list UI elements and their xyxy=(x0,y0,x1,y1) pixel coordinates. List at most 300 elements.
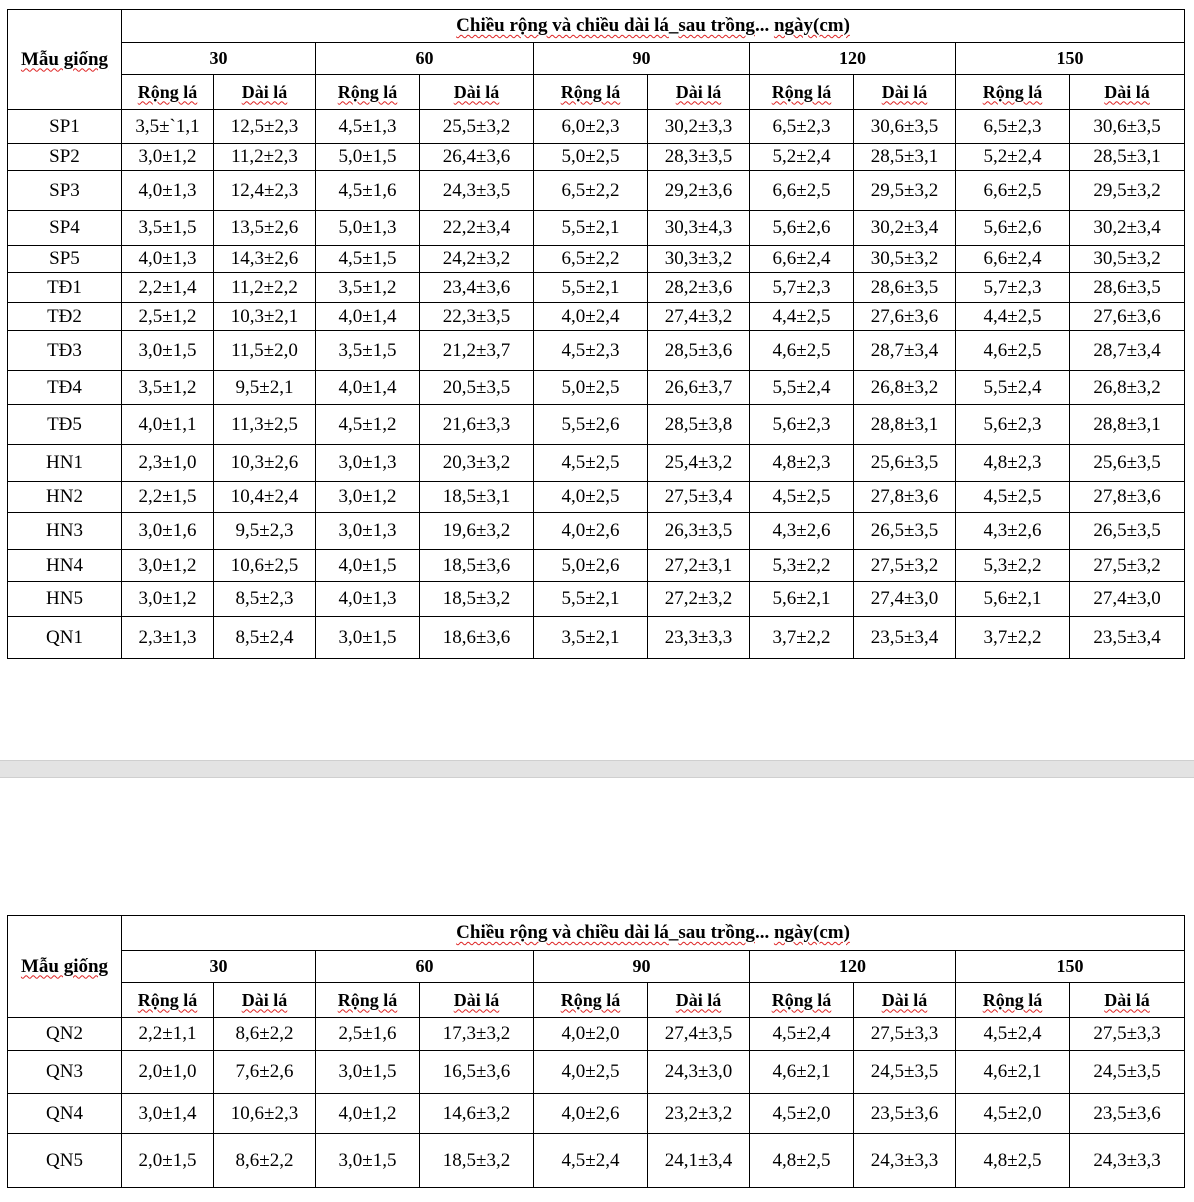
day-header-120: 120 xyxy=(750,43,956,75)
leaf-length-cell: 29,2±3,6 xyxy=(648,171,750,211)
sample-cell: TĐ2 xyxy=(8,303,122,331)
leaf-length-cell: 24,3±3,5 xyxy=(420,171,534,211)
leaf-length-cell: 30,2±3,3 xyxy=(648,110,750,144)
main-header-prefix: Chiều rộng và chiều dài lá xyxy=(456,15,669,36)
leaf-length-cell: 27,4±3,0 xyxy=(1070,582,1185,617)
leaf-width-cell: 4,8±2,3 xyxy=(956,445,1070,482)
leaf-length-cell: 30,6±3,5 xyxy=(1070,110,1185,144)
leaf-width-cell: 4,5±1,6 xyxy=(316,171,420,211)
leaf-width-cell: 4,0±1,3 xyxy=(122,246,214,273)
leaf-width-cell: 5,0±2,5 xyxy=(534,371,648,405)
sample-cell: SP1 xyxy=(8,110,122,144)
leaf-length-cell: 28,5±3,1 xyxy=(854,144,956,171)
leaf-width-cell: 4,5±1,2 xyxy=(316,405,420,445)
leaf-width-cell: 6,6±2,4 xyxy=(750,246,854,273)
leaf-length-header-120 xyxy=(854,983,956,1018)
leaf-width-cell: 5,5±2,1 xyxy=(534,582,648,617)
leaf-length-cell: 26,6±3,7 xyxy=(648,371,750,405)
leaf-length-cell: 23,4±3,6 xyxy=(420,273,534,303)
leaf-width-cell: 5,5±2,1 xyxy=(534,211,648,246)
leaf-length-cell: 11,2±2,3 xyxy=(214,144,316,171)
leaf-length-cell: 20,5±3,5 xyxy=(420,371,534,405)
leaf-length-label: Dài lá xyxy=(881,989,928,1010)
leaf-width-cell: 4,5±1,3 xyxy=(316,110,420,144)
leaf-length-cell: 28,5±3,8 xyxy=(648,405,750,445)
header-row-days xyxy=(8,43,1185,75)
leaf-width-cell: 4,4±2,5 xyxy=(956,303,1070,331)
leaf-length-cell: 9,5±2,3 xyxy=(214,513,316,550)
leaf-length-cell: 21,2±3,7 xyxy=(420,331,534,371)
leaf-width-cell: 3,0±1,5 xyxy=(316,1051,420,1094)
leaf-length-label: Dài lá xyxy=(241,81,288,102)
sample-cell: QN4 xyxy=(8,1094,122,1134)
leaf-length-cell: 24,1±3,4 xyxy=(648,1134,750,1188)
main-header-suffix: ngày(cm) xyxy=(773,15,850,36)
leaf-length-cell: 29,5±3,2 xyxy=(1070,171,1185,211)
leaf-width-cell: 3,0±1,3 xyxy=(316,445,420,482)
leaf-width-cell: 5,2±2,4 xyxy=(750,144,854,171)
leaf-length-cell: 12,5±2,3 xyxy=(214,110,316,144)
leaf-length-cell: 27,5±3,2 xyxy=(1070,550,1185,582)
sample-cell: SP3 xyxy=(8,171,122,211)
table-row xyxy=(8,1134,1185,1188)
sample-cell: TĐ5 xyxy=(8,405,122,445)
leaf-width-cell: 6,5±2,2 xyxy=(534,246,648,273)
leaf-length-cell: 26,8±3,2 xyxy=(1070,371,1185,405)
leaf-width-cell: 6,0±2,3 xyxy=(534,110,648,144)
table-row xyxy=(8,171,1185,211)
leaf-width-label: Rộng lá xyxy=(337,81,398,102)
leaf-length-cell: 7,6±2,6 xyxy=(214,1051,316,1094)
leaf-length-header-120 xyxy=(854,75,956,110)
table-row xyxy=(8,246,1185,273)
leaf-width-cell: 4,0±1,3 xyxy=(316,582,420,617)
sample-cell: HN5 xyxy=(8,582,122,617)
leaf-width-cell: 4,0±1,5 xyxy=(316,550,420,582)
leaf-width-label: Rộng lá xyxy=(137,989,198,1010)
leaf-length-cell: 30,5±3,2 xyxy=(1070,246,1185,273)
sample-cell: QN2 xyxy=(8,1018,122,1051)
leaf-length-cell: 27,4±3,5 xyxy=(648,1018,750,1051)
leaf-width-cell: 6,6±2,5 xyxy=(956,171,1070,211)
leaf-width-header-90 xyxy=(534,75,648,110)
leaf-width-cell: 4,6±2,1 xyxy=(750,1051,854,1094)
leaf-length-cell: 28,6±3,5 xyxy=(854,273,956,303)
leaf-length-cell: 16,5±3,6 xyxy=(420,1051,534,1094)
leaf-length-header-90 xyxy=(648,983,750,1018)
leaf-length-cell: 28,8±3,1 xyxy=(1070,405,1185,445)
table-body-part-2 xyxy=(8,1018,1185,1188)
table-row xyxy=(8,371,1185,405)
leaf-width-cell: 3,7±2,2 xyxy=(750,617,854,659)
leaf-size-table-part-1 xyxy=(7,9,1185,659)
table-body-part-1 xyxy=(8,110,1185,659)
leaf-length-header-60 xyxy=(420,75,534,110)
leaf-length-cell: 8,6±2,2 xyxy=(214,1134,316,1188)
header-row-main xyxy=(8,916,1185,951)
sample-header-label: Mẫu giống xyxy=(20,955,109,977)
leaf-width-cell: 3,0±1,2 xyxy=(122,582,214,617)
leaf-length-cell: 28,5±3,6 xyxy=(648,331,750,371)
leaf-length-label: Dài lá xyxy=(675,989,722,1010)
leaf-length-cell: 8,6±2,2 xyxy=(214,1018,316,1051)
leaf-width-cell: 2,2±1,5 xyxy=(122,482,214,513)
leaf-length-cell: 11,2±2,2 xyxy=(214,273,316,303)
leaf-width-cell: 5,3±2,2 xyxy=(956,550,1070,582)
leaf-width-cell: 4,4±2,5 xyxy=(750,303,854,331)
leaf-length-header-60 xyxy=(420,983,534,1018)
leaf-width-label: Rộng lá xyxy=(337,989,398,1010)
leaf-length-cell: 30,6±3,5 xyxy=(854,110,956,144)
sample-cell: HN2 xyxy=(8,482,122,513)
leaf-length-cell: 23,2±3,2 xyxy=(648,1094,750,1134)
table-row xyxy=(8,405,1185,445)
main-header-dots: ... xyxy=(754,15,774,36)
leaf-width-cell: 5,5±2,6 xyxy=(534,405,648,445)
page-break-gap xyxy=(0,760,1194,778)
leaf-width-cell: 6,5±2,3 xyxy=(956,110,1070,144)
leaf-length-cell: 30,3±4,3 xyxy=(648,211,750,246)
leaf-width-cell: 3,0±1,5 xyxy=(122,331,214,371)
page-section-bottom xyxy=(0,778,1194,1202)
leaf-length-cell: 27,8±3,6 xyxy=(854,482,956,513)
leaf-width-cell: 3,5±1,2 xyxy=(316,273,420,303)
leaf-length-cell: 23,5±3,6 xyxy=(1070,1094,1185,1134)
sample-cell: HN4 xyxy=(8,550,122,582)
main-header-sep: _ xyxy=(668,15,679,36)
leaf-width-cell: 5,6±2,1 xyxy=(750,582,854,617)
leaf-length-header-30 xyxy=(214,983,316,1018)
leaf-length-cell: 27,4±3,0 xyxy=(854,582,956,617)
leaf-width-cell: 2,0±1,0 xyxy=(122,1051,214,1094)
leaf-width-header-60 xyxy=(316,75,420,110)
leaf-length-cell: 10,6±2,5 xyxy=(214,550,316,582)
leaf-length-cell: 8,5±2,4 xyxy=(214,617,316,659)
sample-cell: HN1 xyxy=(8,445,122,482)
leaf-width-cell: 4,5±2,0 xyxy=(750,1094,854,1134)
leaf-length-cell: 11,3±2,5 xyxy=(214,405,316,445)
leaf-width-cell: 4,5±2,4 xyxy=(534,1134,648,1188)
leaf-width-cell: 4,5±2,4 xyxy=(750,1018,854,1051)
leaf-width-cell: 5,3±2,2 xyxy=(750,550,854,582)
leaf-width-cell: 4,0±1,4 xyxy=(316,303,420,331)
leaf-length-cell: 17,3±3,2 xyxy=(420,1018,534,1051)
leaf-length-cell: 26,5±3,5 xyxy=(854,513,956,550)
main-header-suffix: ngày(cm) xyxy=(773,922,850,943)
leaf-width-cell: 5,6±2,6 xyxy=(750,211,854,246)
leaf-length-cell: 28,8±3,1 xyxy=(854,405,956,445)
leaf-length-cell: 8,5±2,3 xyxy=(214,582,316,617)
main-header xyxy=(122,916,1185,951)
leaf-width-label: Rộng lá xyxy=(137,81,198,102)
leaf-width-header-150 xyxy=(956,75,1070,110)
leaf-length-cell: 18,5±3,1 xyxy=(420,482,534,513)
table-row xyxy=(8,550,1185,582)
leaf-width-cell: 5,5±2,4 xyxy=(750,371,854,405)
day-header-150: 150 xyxy=(956,43,1185,75)
leaf-width-header-30 xyxy=(122,983,214,1018)
main-header-mid: sau trồng xyxy=(678,922,755,943)
leaf-width-cell: 5,5±2,1 xyxy=(534,273,648,303)
leaf-length-cell: 13,5±2,6 xyxy=(214,211,316,246)
sample-cell: TĐ3 xyxy=(8,331,122,371)
leaf-width-cell: 2,2±1,1 xyxy=(122,1018,214,1051)
leaf-width-cell: 4,0±2,6 xyxy=(534,513,648,550)
leaf-width-cell: 4,5±1,5 xyxy=(316,246,420,273)
leaf-width-cell: 5,0±1,3 xyxy=(316,211,420,246)
table-row xyxy=(8,1051,1185,1094)
leaf-width-cell: 4,3±2,6 xyxy=(956,513,1070,550)
sample-header-label: Mẫu giống xyxy=(20,48,109,70)
header-row-days xyxy=(8,951,1185,983)
leaf-length-cell: 11,5±2,0 xyxy=(214,331,316,371)
leaf-length-cell: 20,3±3,2 xyxy=(420,445,534,482)
leaf-length-cell: 30,5±3,2 xyxy=(854,246,956,273)
leaf-length-cell: 27,2±3,1 xyxy=(648,550,750,582)
leaf-width-header-120 xyxy=(750,983,854,1018)
leaf-width-cell: 4,8±2,5 xyxy=(750,1134,854,1188)
leaf-length-cell: 23,3±3,3 xyxy=(648,617,750,659)
leaf-length-cell: 25,4±3,2 xyxy=(648,445,750,482)
leaf-width-cell: 4,0±2,6 xyxy=(534,1094,648,1134)
leaf-width-cell: 3,0±1,5 xyxy=(316,1134,420,1188)
leaf-width-cell: 4,0±1,2 xyxy=(316,1094,420,1134)
leaf-length-cell: 18,5±3,6 xyxy=(420,550,534,582)
sample-cell: HN3 xyxy=(8,513,122,550)
sample-cell: SP4 xyxy=(8,211,122,246)
leaf-length-cell: 25,6±3,5 xyxy=(854,445,956,482)
main-header-mid: sau trồng xyxy=(678,15,755,36)
sample-cell: QN3 xyxy=(8,1051,122,1094)
leaf-width-cell: 4,5±2,0 xyxy=(956,1094,1070,1134)
table-row xyxy=(8,1094,1185,1134)
leaf-length-cell: 12,4±2,3 xyxy=(214,171,316,211)
leaf-size-table-part-2 xyxy=(7,915,1185,1188)
leaf-width-cell: 4,0±1,4 xyxy=(316,371,420,405)
leaf-width-cell: 3,5±1,5 xyxy=(122,211,214,246)
leaf-length-cell: 24,5±3,5 xyxy=(1070,1051,1185,1094)
leaf-width-label: Rộng lá xyxy=(560,81,621,102)
sample-cell: TĐ1 xyxy=(8,273,122,303)
leaf-width-cell: 5,6±2,6 xyxy=(956,211,1070,246)
main-header-prefix: Chiều rộng và chiều dài lá xyxy=(456,922,669,943)
leaf-width-cell: 3,0±1,6 xyxy=(122,513,214,550)
leaf-length-cell: 28,3±3,5 xyxy=(648,144,750,171)
leaf-width-header-90 xyxy=(534,983,648,1018)
leaf-length-cell: 10,3±2,1 xyxy=(214,303,316,331)
leaf-length-cell: 27,2±3,2 xyxy=(648,582,750,617)
leaf-width-cell: 3,7±2,2 xyxy=(956,617,1070,659)
leaf-width-cell: 4,5±2,4 xyxy=(956,1018,1070,1051)
leaf-length-cell: 10,3±2,6 xyxy=(214,445,316,482)
leaf-length-cell: 26,5±3,5 xyxy=(1070,513,1185,550)
leaf-length-cell: 23,5±3,4 xyxy=(854,617,956,659)
leaf-width-cell: 5,6±2,1 xyxy=(956,582,1070,617)
leaf-length-cell: 29,5±3,2 xyxy=(854,171,956,211)
leaf-length-cell: 27,6±3,6 xyxy=(1070,303,1185,331)
sample-cell: TĐ4 xyxy=(8,371,122,405)
leaf-length-cell: 9,5±2,1 xyxy=(214,371,316,405)
table-row xyxy=(8,144,1185,171)
leaf-length-cell: 14,6±3,2 xyxy=(420,1094,534,1134)
leaf-length-cell: 27,4±3,2 xyxy=(648,303,750,331)
table-row xyxy=(8,513,1185,550)
leaf-length-label: Dài lá xyxy=(1104,81,1150,102)
leaf-length-cell: 24,2±3,2 xyxy=(420,246,534,273)
leaf-width-cell: 3,0±1,2 xyxy=(122,144,214,171)
header-row-main xyxy=(8,10,1185,43)
table-row xyxy=(8,445,1185,482)
header-row-sub xyxy=(8,75,1185,110)
main-header xyxy=(122,10,1185,43)
leaf-length-cell: 24,3±3,0 xyxy=(648,1051,750,1094)
leaf-length-cell: 24,3±3,3 xyxy=(1070,1134,1185,1188)
leaf-width-cell: 3,0±1,5 xyxy=(316,617,420,659)
leaf-length-label: Dài lá xyxy=(453,81,500,102)
leaf-width-label: Rộng lá xyxy=(560,989,621,1010)
leaf-length-cell: 14,3±2,6 xyxy=(214,246,316,273)
leaf-length-cell: 27,8±3,6 xyxy=(1070,482,1185,513)
leaf-length-header-90 xyxy=(648,75,750,110)
leaf-length-cell: 18,5±3,2 xyxy=(420,582,534,617)
leaf-width-cell: 5,6±2,3 xyxy=(956,405,1070,445)
leaf-length-cell: 27,5±3,3 xyxy=(854,1018,956,1051)
leaf-length-header-150 xyxy=(1070,983,1185,1018)
sample-cell: QN1 xyxy=(8,617,122,659)
leaf-width-cell: 2,3±1,3 xyxy=(122,617,214,659)
leaf-length-cell: 10,6±2,3 xyxy=(214,1094,316,1134)
main-header-dots: ... xyxy=(754,922,774,943)
leaf-width-cell: 5,7±2,3 xyxy=(750,273,854,303)
leaf-length-cell: 28,2±3,6 xyxy=(648,273,750,303)
leaf-width-cell: 4,5±2,5 xyxy=(534,445,648,482)
leaf-width-cell: 4,5±2,3 xyxy=(534,331,648,371)
table-row xyxy=(8,110,1185,144)
leaf-width-header-60 xyxy=(316,983,420,1018)
leaf-length-label: Dài lá xyxy=(675,81,722,102)
leaf-length-cell: 22,2±3,4 xyxy=(420,211,534,246)
leaf-length-cell: 10,4±2,4 xyxy=(214,482,316,513)
leaf-width-cell: 4,0±2,0 xyxy=(534,1018,648,1051)
leaf-length-header-150 xyxy=(1070,75,1185,110)
leaf-length-cell: 23,5±3,4 xyxy=(1070,617,1185,659)
leaf-width-cell: 4,0±2,4 xyxy=(534,303,648,331)
table-row xyxy=(8,1018,1185,1051)
leaf-width-cell: 5,0±1,5 xyxy=(316,144,420,171)
leaf-width-cell: 3,5±`1,1 xyxy=(122,110,214,144)
sample-cell: QN5 xyxy=(8,1134,122,1188)
leaf-width-cell: 4,5±2,5 xyxy=(956,482,1070,513)
leaf-length-cell: 28,7±3,4 xyxy=(1070,331,1185,371)
leaf-length-cell: 26,4±3,6 xyxy=(420,144,534,171)
leaf-width-cell: 4,0±2,5 xyxy=(534,482,648,513)
leaf-length-cell: 18,5±3,2 xyxy=(420,1134,534,1188)
leaf-length-cell: 22,3±3,5 xyxy=(420,303,534,331)
leaf-width-label: Rộng lá xyxy=(982,989,1043,1010)
leaf-width-cell: 3,5±1,2 xyxy=(122,371,214,405)
table-row xyxy=(8,273,1185,303)
leaf-width-header-150 xyxy=(956,983,1070,1018)
leaf-width-cell: 4,0±1,3 xyxy=(122,171,214,211)
day-header-120: 120 xyxy=(750,951,956,983)
leaf-length-cell: 30,2±3,4 xyxy=(854,211,956,246)
leaf-length-cell: 19,6±3,2 xyxy=(420,513,534,550)
header-row-sub xyxy=(8,983,1185,1018)
leaf-length-cell: 30,2±3,4 xyxy=(1070,211,1185,246)
leaf-width-cell: 4,6±2,1 xyxy=(956,1051,1070,1094)
leaf-width-cell: 2,5±1,2 xyxy=(122,303,214,331)
leaf-width-cell: 6,5±2,3 xyxy=(750,110,854,144)
day-header-90: 90 xyxy=(534,43,750,75)
table-row xyxy=(8,331,1185,371)
leaf-width-label: Rộng lá xyxy=(771,989,832,1010)
leaf-width-header-120 xyxy=(750,75,854,110)
leaf-length-cell: 28,7±3,4 xyxy=(854,331,956,371)
leaf-width-cell: 3,0±1,3 xyxy=(316,513,420,550)
leaf-width-cell: 3,0±1,4 xyxy=(122,1094,214,1134)
leaf-length-cell: 26,8±3,2 xyxy=(854,371,956,405)
leaf-width-cell: 2,5±1,6 xyxy=(316,1018,420,1051)
leaf-length-cell: 27,5±3,2 xyxy=(854,550,956,582)
leaf-length-cell: 25,6±3,5 xyxy=(1070,445,1185,482)
sample-cell: SP5 xyxy=(8,246,122,273)
leaf-width-cell: 4,6±2,5 xyxy=(956,331,1070,371)
leaf-width-cell: 3,5±1,5 xyxy=(316,331,420,371)
leaf-width-cell: 5,0±2,5 xyxy=(534,144,648,171)
leaf-width-cell: 5,0±2,6 xyxy=(534,550,648,582)
leaf-length-cell: 28,6±3,5 xyxy=(1070,273,1185,303)
main-header-sep: _ xyxy=(668,922,679,943)
leaf-length-label: Dài lá xyxy=(1104,989,1150,1010)
leaf-length-cell: 26,3±3,5 xyxy=(648,513,750,550)
leaf-width-cell: 3,5±2,1 xyxy=(534,617,648,659)
table-row xyxy=(8,617,1185,659)
leaf-width-cell: 6,6±2,4 xyxy=(956,246,1070,273)
leaf-length-label: Dài lá xyxy=(881,81,928,102)
leaf-width-cell: 4,5±2,5 xyxy=(750,482,854,513)
day-header-30: 30 xyxy=(122,951,316,983)
table-row xyxy=(8,582,1185,617)
leaf-length-cell: 27,5±3,3 xyxy=(1070,1018,1185,1051)
leaf-width-cell: 2,0±1,5 xyxy=(122,1134,214,1188)
leaf-length-cell: 27,6±3,6 xyxy=(854,303,956,331)
leaf-width-cell: 4,6±2,5 xyxy=(750,331,854,371)
leaf-length-cell: 28,5±3,1 xyxy=(1070,144,1185,171)
day-header-60: 60 xyxy=(316,43,534,75)
leaf-width-header-30 xyxy=(122,75,214,110)
leaf-length-header-30 xyxy=(214,75,316,110)
leaf-length-label: Dài lá xyxy=(453,989,500,1010)
leaf-length-cell: 27,5±3,4 xyxy=(648,482,750,513)
leaf-length-cell: 24,5±3,5 xyxy=(854,1051,956,1094)
leaf-width-cell: 4,0±1,1 xyxy=(122,405,214,445)
leaf-length-cell: 23,5±3,6 xyxy=(854,1094,956,1134)
leaf-width-label: Rộng lá xyxy=(982,81,1043,102)
leaf-width-cell: 4,8±2,5 xyxy=(956,1134,1070,1188)
table-row xyxy=(8,211,1185,246)
sample-header xyxy=(8,10,122,110)
leaf-width-cell: 2,2±1,4 xyxy=(122,273,214,303)
sample-cell: SP2 xyxy=(8,144,122,171)
leaf-width-label: Rộng lá xyxy=(771,81,832,102)
leaf-width-cell: 5,7±2,3 xyxy=(956,273,1070,303)
day-header-150: 150 xyxy=(956,951,1185,983)
leaf-width-cell: 3,0±1,2 xyxy=(122,550,214,582)
day-header-90: 90 xyxy=(534,951,750,983)
leaf-length-cell: 25,5±3,2 xyxy=(420,110,534,144)
leaf-width-cell: 4,0±2,5 xyxy=(534,1051,648,1094)
leaf-length-cell: 30,3±3,2 xyxy=(648,246,750,273)
